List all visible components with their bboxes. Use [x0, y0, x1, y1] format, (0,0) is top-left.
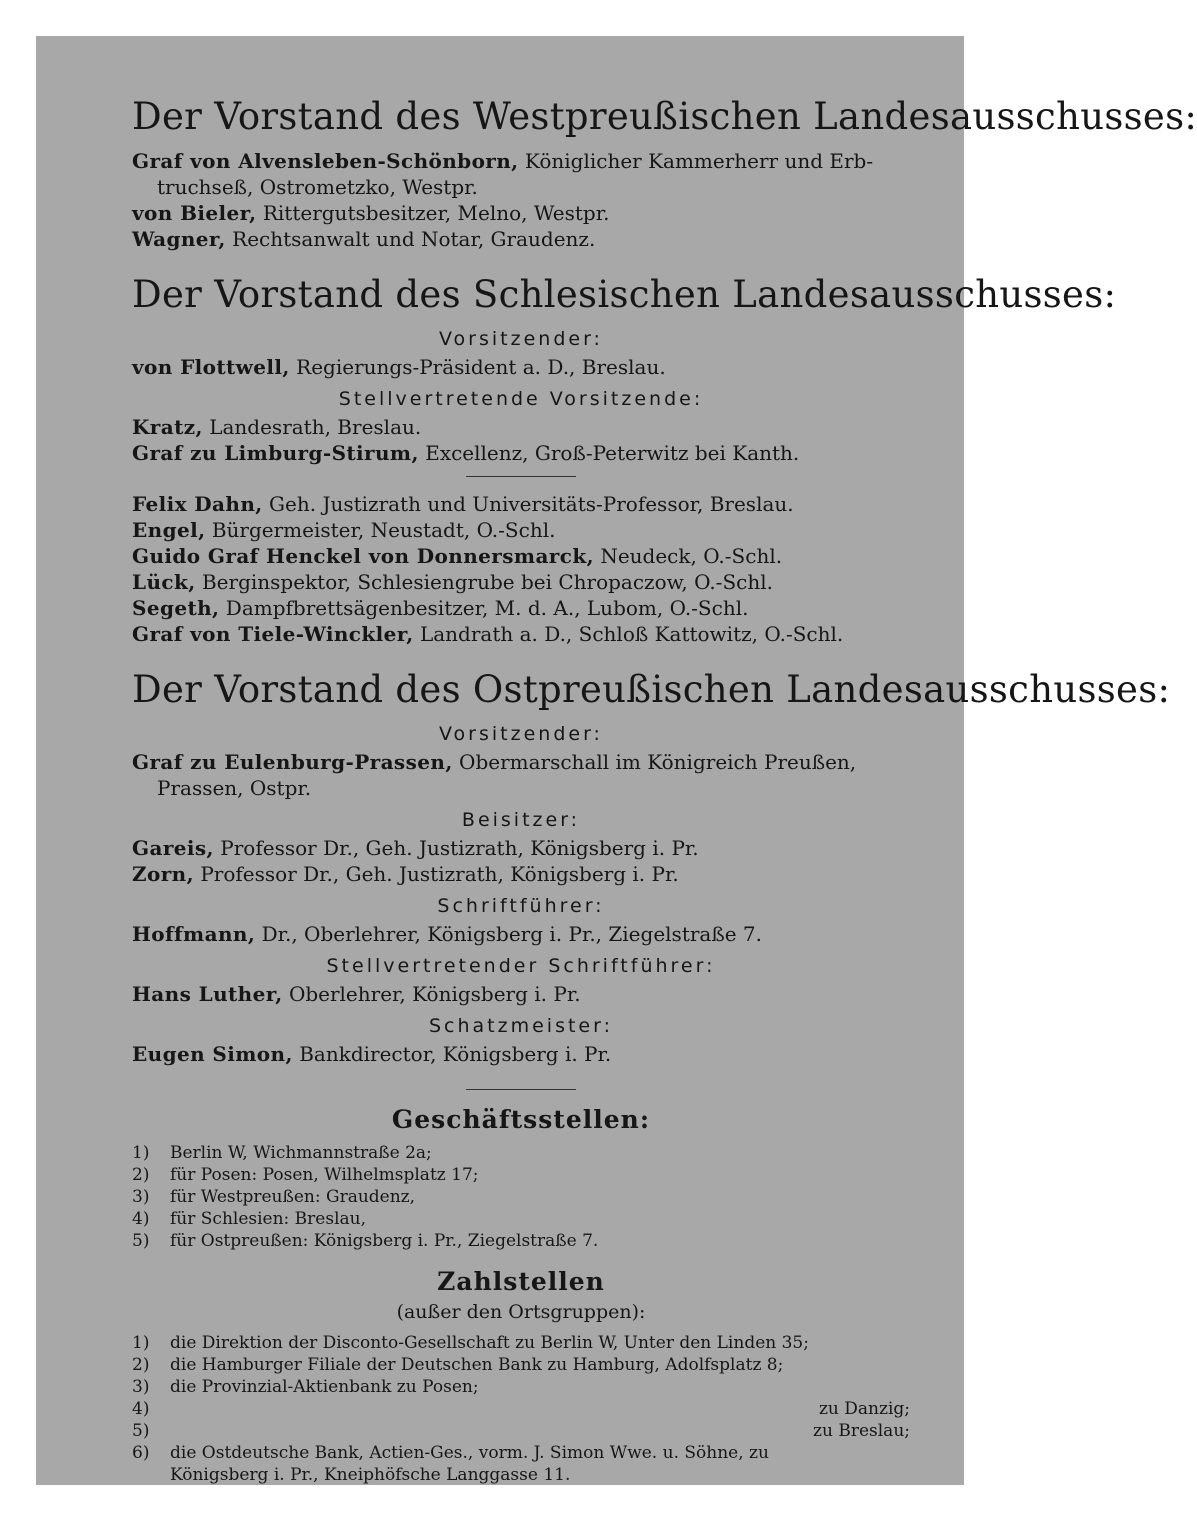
- payments-heading: Zahlstellen: [437, 1267, 605, 1296]
- member-desc: Königlicher Kammerherr und Erb-: [524, 149, 874, 173]
- member-desc-cont: truchseß, Ostrometzko, Westpr.: [157, 175, 478, 199]
- member-desc: Regierungs-Präsident a. D., Breslau.: [296, 355, 666, 379]
- list-number: 1): [132, 1143, 150, 1163]
- payments-list: [132, 1332, 910, 1486]
- member-desc: Bankdirector, Königsberg i. Pr.: [299, 1042, 612, 1066]
- member-desc: Obermarschall im Königreich Preußen,: [459, 750, 857, 774]
- member-desc: Professor Dr., Geh. Justizrath, Königsberg i. Pr.: [220, 836, 699, 860]
- list-number: 6): [132, 1443, 150, 1463]
- list-number: 5): [132, 1421, 150, 1441]
- member-entry: [132, 621, 910, 647]
- list-text: zu Breslau;: [813, 1421, 910, 1441]
- list-text: für Posen: Posen, Wilhelmsplatz 17;: [170, 1165, 479, 1185]
- member-name: Graf zu Limburg-Stirum,: [132, 441, 419, 465]
- list-number: 1): [132, 1333, 150, 1353]
- member-entry: [132, 569, 910, 595]
- list-text: die Hamburger Filiale der Deutschen Bank zu Hamburg, Adolfsplatz 8;: [170, 1355, 784, 1375]
- member-desc: Geh. Justizrath und Universitäts-Professor, Breslau.: [269, 492, 794, 516]
- member-desc: Excellenz, Groß-Peterwitz bei Kanth.: [425, 441, 800, 465]
- role-label: Beisitzer:: [461, 809, 581, 831]
- member-name: Gareis,: [132, 836, 214, 860]
- member-desc: Landesrath, Breslau.: [209, 415, 422, 439]
- member-entry: [132, 1041, 910, 1067]
- payments-subheading: (außer den Ortsgruppen):: [396, 1301, 646, 1323]
- role-label: Schatzmeister:: [428, 1015, 613, 1037]
- role-label: Stellvertretende Vorsitzende:: [338, 388, 704, 410]
- list-text: die Direktion der Disconto-Gesellschaft zu Berlin W, Unter den Linden 35;: [170, 1333, 809, 1353]
- member-name: Engel,: [132, 518, 206, 542]
- member-entry: [132, 148, 910, 174]
- member-name: Guido Graf Henckel von Donnersmarck,: [132, 544, 594, 568]
- member-entry: [132, 354, 910, 380]
- role-label: Stellvertretender Schriftführer:: [326, 955, 716, 977]
- member-name: von Flottwell,: [132, 355, 290, 379]
- member-desc-cont: Prassen, Ostpr.: [157, 776, 312, 800]
- role-label: Schriftführer:: [437, 895, 605, 917]
- member-entry: [132, 517, 910, 543]
- member-desc: Landrath a. D., Schloß Kattowitz, O.-Schl.: [419, 622, 844, 646]
- member-name: Wagner,: [132, 227, 226, 251]
- west-heading: Der Vorstand des Westpreußischen Landesausschusses:: [132, 95, 1197, 138]
- list-number: 3): [132, 1187, 150, 1207]
- member-desc: Dampfbrettsägenbesitzer, M. d. A., Lubom, O.-Schl.: [225, 596, 749, 620]
- list-item: [132, 1354, 910, 1376]
- list-number: 4): [132, 1399, 150, 1419]
- list-number: 4): [132, 1209, 150, 1229]
- member-name: Graf von Tiele-Winckler,: [132, 622, 414, 646]
- list-item: [132, 1442, 910, 1464]
- list-text: die Provinzial-Aktienbank zu Posen;: [170, 1377, 479, 1397]
- member-name: Felix Dahn,: [132, 492, 263, 516]
- member-desc: Dr., Oberlehrer, Königsberg i. Pr., Ziegelstraße 7.: [261, 922, 762, 946]
- member-entry: [132, 440, 910, 466]
- list-item: [132, 1208, 910, 1230]
- list-number: 5): [132, 1231, 150, 1251]
- member-entry: [132, 491, 910, 517]
- document-page: [36, 36, 1197, 1485]
- member-entry: [132, 200, 910, 226]
- list-text-cont: Königsberg i. Pr., Kneiphöfsche Langgasse 11.: [170, 1465, 571, 1485]
- member-name: Hans Luther,: [132, 982, 283, 1006]
- member-name: Graf von Alvensleben-Schönborn,: [132, 149, 519, 173]
- member-name: Kratz,: [132, 415, 203, 439]
- ost-heading: Der Vorstand des Ostpreußischen Landesausschusses:: [132, 668, 1171, 711]
- member-name: Eugen Simon,: [132, 1042, 293, 1066]
- list-item: [132, 1142, 910, 1164]
- schlesien-heading: Der Vorstand des Schlesischen Landesausschusses:: [132, 273, 1117, 316]
- member-name: Segeth,: [132, 596, 220, 620]
- member-entry: [132, 749, 910, 775]
- member-entry: [132, 543, 910, 569]
- member-desc: Professor Dr., Geh. Justizrath, Königsberg i. Pr.: [200, 862, 679, 886]
- page-content: [132, 95, 1197, 1486]
- member-entry: [132, 226, 910, 252]
- list-item: [132, 1230, 910, 1252]
- list-text: für Schlesien: Breslau,: [170, 1209, 367, 1229]
- member-desc: Oberlehrer, Königsberg i. Pr.: [288, 982, 581, 1006]
- divider: [466, 1089, 576, 1090]
- member-entry: [132, 414, 910, 440]
- list-item: [132, 1398, 910, 1420]
- member-entry: [132, 595, 910, 621]
- list-number: 3): [132, 1377, 150, 1397]
- member-entry: [132, 981, 910, 1007]
- member-desc: Rechtsanwalt und Notar, Graudenz.: [232, 227, 596, 251]
- list-item: [132, 1186, 910, 1208]
- member-name: von Bieler,: [132, 201, 257, 225]
- member-name: Lück,: [132, 570, 196, 594]
- member-desc: Bürgermeister, Neustadt, O.-Schl.: [211, 518, 556, 542]
- list-item: [132, 1376, 910, 1398]
- member-entry: [132, 921, 910, 947]
- list-text: Berlin W, Wichmannstraße 2a;: [170, 1143, 432, 1163]
- list-text: zu Danzig;: [818, 1399, 910, 1419]
- role-label: Vorsitzender:: [439, 723, 603, 745]
- member-desc: Rittergutsbesitzer, Melno, Westpr.: [262, 201, 610, 225]
- member-name: Hoffmann,: [132, 922, 256, 946]
- divider: [466, 476, 576, 477]
- list-number: 2): [132, 1165, 150, 1185]
- member-desc: Neudeck, O.-Schl.: [600, 544, 783, 568]
- list-number: 2): [132, 1355, 150, 1375]
- list-item: [132, 1164, 910, 1186]
- list-item: [132, 1420, 910, 1442]
- member-entry: [132, 861, 910, 887]
- role-label: Vorsitzender:: [439, 328, 603, 350]
- list-text: für Westpreußen: Graudenz,: [170, 1187, 416, 1207]
- list-text: die Ostdeutsche Bank, Actien-Ges., vorm. J. Simon Wwe. u. Söhne, zu: [170, 1443, 769, 1463]
- list-item: [132, 1332, 910, 1354]
- offices-heading: Geschäftsstellen:: [391, 1105, 651, 1134]
- member-name: Zorn,: [132, 862, 194, 886]
- list-text: für Ostpreußen: Königsberg i. Pr., Ziegelstraße 7.: [170, 1231, 599, 1251]
- offices-list: [132, 1142, 910, 1252]
- member-name: Graf zu Eulenburg-Prassen,: [132, 750, 453, 774]
- member-desc: Berginspektor, Schlesiengrube bei Chropaczow, O.-Schl.: [201, 570, 773, 594]
- member-entry: [132, 835, 910, 861]
